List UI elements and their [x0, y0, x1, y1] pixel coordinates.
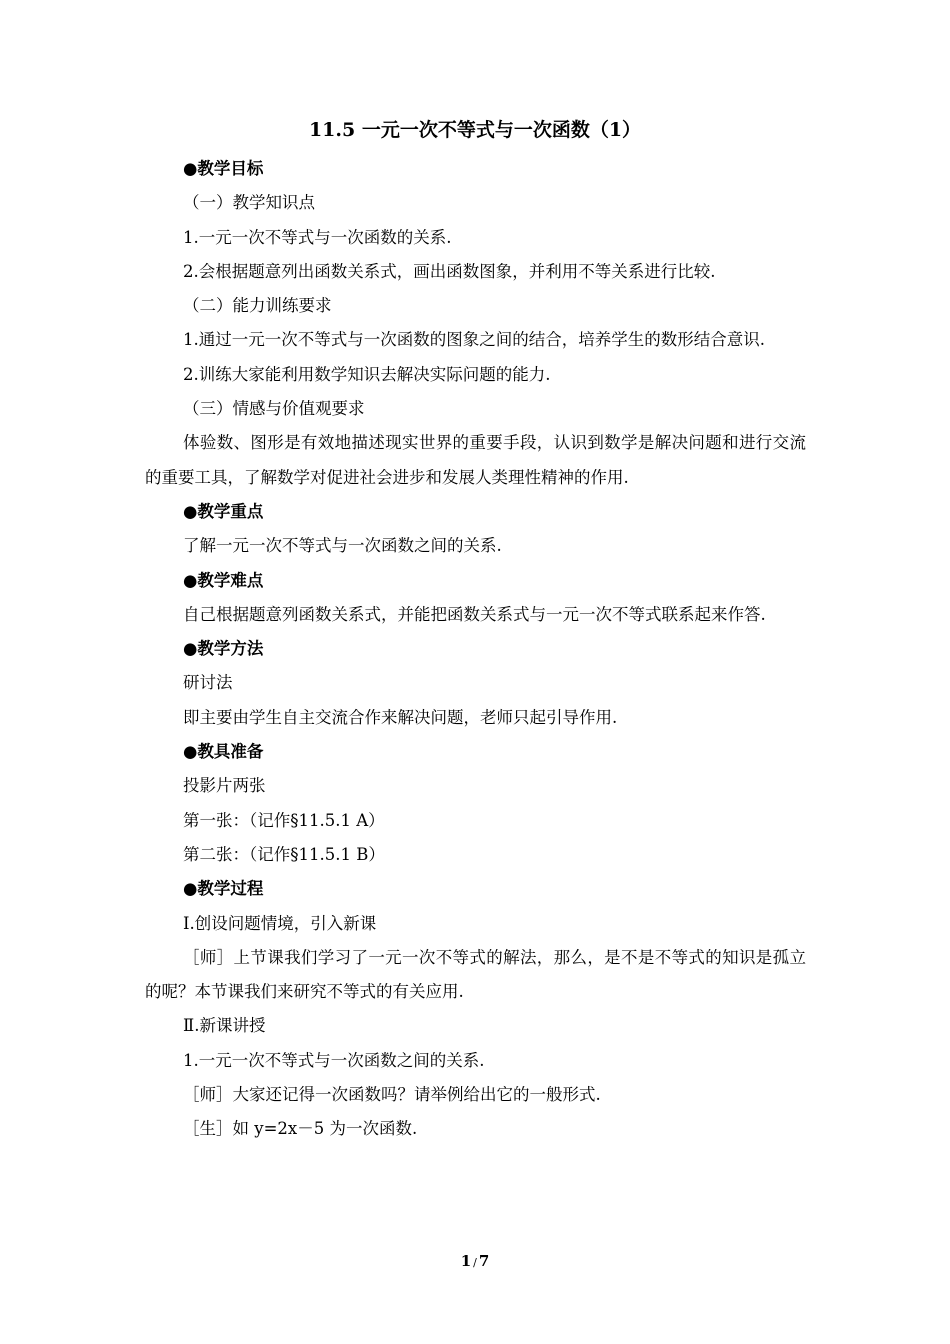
paragraph: 1.一元一次不等式与一次函数之间的关系.	[183, 1050, 485, 1070]
paragraph: Ⅰ.创设问题情境，引入新课	[183, 913, 377, 933]
paragraph: 了解一元一次不等式与一次函数之间的关系.	[183, 536, 502, 556]
current-page-number: 1	[460, 1252, 472, 1270]
subheading-knowledge: （一）教学知识点	[183, 193, 315, 213]
paragraph: 投影片两张	[183, 776, 266, 796]
paragraph: ［生］如 y=2x－5 为一次函数.	[183, 1119, 418, 1139]
paragraph: 研讨法	[183, 673, 233, 693]
total-page-number: 7	[478, 1252, 490, 1270]
paragraph: 体验数、图形是有效地描述现实世界的重要手段，认识到数学是解决问题和进行交流的重要工具，了解数学对促进社会进步和发展人类理性精神的作用.	[145, 433, 806, 487]
paragraph: 2.训练大家能利用数学知识去解决实际问题的能力.	[183, 364, 551, 384]
section-heading-objectives: ●教学目标	[183, 159, 264, 178]
paragraph: Ⅱ.新课讲授	[183, 1016, 266, 1036]
paragraph: 1.通过一元一次不等式与一次函数的图象之间的结合，培养学生的数形结合意识.	[183, 330, 765, 350]
document-title: 11.5 一元一次不等式与一次函数（1）	[308, 119, 642, 141]
paragraph: 1.一元一次不等式与一次函数的关系.	[183, 227, 452, 247]
section-heading-process: ●教学过程	[183, 879, 264, 899]
paragraph: 第二张：（记作§11.5.1 B）	[183, 844, 385, 864]
section-heading-difficulties: ●教学难点	[183, 570, 264, 590]
paragraph: 第一张：（记作§11.5.1 A）	[183, 810, 385, 830]
section-heading-key-points: ●教学重点	[183, 501, 264, 521]
paragraph: ［师］上节课我们学习了一元一次不等式的解法，那么，是不是不等式的知识是孤立的呢？本节课我们来研究不等式的有关应用.	[145, 947, 806, 1002]
paragraph: 2.会根据题意列出函数关系式，画出函数图象，并利用不等关系进行比较.	[183, 261, 716, 281]
document-body	[145, 152, 806, 1147]
paragraph: 自己根据题意列函数关系式，并能把函数关系式与一元一次不等式联系起来作答.	[183, 604, 766, 624]
paragraph: ［师］大家还记得一次函数吗？请举例给出它的一般形式.	[183, 1085, 601, 1105]
section-heading-methods: ●教学方法	[183, 639, 264, 659]
subheading-ability: （二）能力训练要求	[183, 296, 332, 316]
page-separator: /	[473, 1256, 477, 1269]
page-number	[0, 1251, 950, 1273]
paragraph: 即主要由学生自主交流合作来解决问题，老师只起引导作用.	[183, 707, 618, 727]
section-heading-materials: ●教具准备	[183, 742, 264, 762]
subheading-values: （三）情感与价值观要求	[183, 399, 365, 419]
